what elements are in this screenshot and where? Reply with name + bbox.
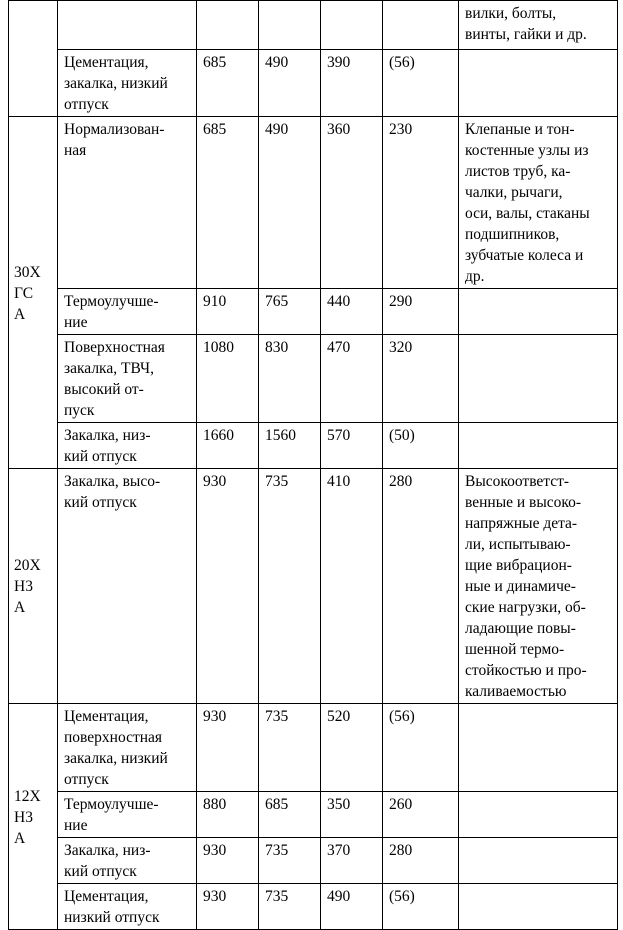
value-cell: (50): [383, 423, 459, 469]
grade-cell: [9, 1, 58, 117]
application-cell: [459, 884, 618, 930]
table-row: [9, 704, 618, 792]
value-cell: 880: [197, 792, 259, 838]
value-cell: 260: [383, 792, 459, 838]
grade-cell: 20Х Н3 А: [9, 469, 58, 704]
value-cell: 370: [321, 838, 383, 884]
value-cell: 930: [197, 704, 259, 792]
value-cell: 280: [383, 469, 459, 704]
value-cell: 320: [383, 335, 459, 423]
value-cell: 930: [197, 838, 259, 884]
value-cell: 350: [321, 792, 383, 838]
grade-cell: 30Х ГС А: [9, 117, 58, 469]
treatment-cell: Закалка, низ- кий отпуск: [58, 423, 197, 469]
treatment-cell: Термоулучше- ние: [58, 289, 197, 335]
application-cell: [459, 704, 618, 792]
application-cell: [459, 289, 618, 335]
table-row: [9, 838, 618, 884]
treatment-cell: Поверхностная закалка, ТВЧ, высокий от- пуск: [58, 335, 197, 423]
table-row: [9, 50, 618, 117]
value-cell: 290: [383, 289, 459, 335]
table-row: [9, 335, 618, 423]
value-cell: 930: [197, 884, 259, 930]
application-cell: Высокоответст- венные и высоко- напряжные дета- ли, испытываю- щие вибрацион- ные и динамиче- ские нагрузки, об- ладающие повы- шенной термо- стойкостью и про- каливаемостью: [459, 469, 618, 704]
value-cell: 360: [321, 117, 383, 289]
value-cell: 230: [383, 117, 459, 289]
value-cell: 410: [321, 469, 383, 704]
treatment-cell: Нормализован- ная: [58, 117, 197, 289]
value-cell: 1080: [197, 335, 259, 423]
value-cell: (56): [383, 884, 459, 930]
treatment-cell: Цементация, поверхностная закалка, низкий отпуск: [58, 704, 197, 792]
value-cell: 735: [259, 884, 321, 930]
value-cell: 1560: [259, 423, 321, 469]
treatment-cell: Цементация, закалка, низкий отпуск: [58, 50, 197, 117]
value-cell: 735: [259, 704, 321, 792]
value-cell: 685: [197, 117, 259, 289]
value-cell: 685: [197, 50, 259, 117]
grade-cell: 12Х Н3 А: [9, 704, 58, 930]
value-cell: 470: [321, 335, 383, 423]
value-cell: 830: [259, 335, 321, 423]
table-row: [9, 1, 618, 50]
value-cell: 765: [259, 289, 321, 335]
value-cell: 440: [321, 289, 383, 335]
value-cell: 520: [321, 704, 383, 792]
application-cell: Клепаные и тон- костенные узлы из листов труб, ка- чалки, рычаги, оси, валы, стаканы подшипников, зубчатые колеса и др.: [459, 117, 618, 289]
table-row: [9, 423, 618, 469]
value-cell: 685: [259, 792, 321, 838]
table-row: [9, 469, 618, 704]
value-cell: 490: [259, 117, 321, 289]
steel-properties-table: [8, 0, 618, 930]
application-cell: [459, 50, 618, 117]
application-cell: [459, 792, 618, 838]
value-cell: (56): [383, 704, 459, 792]
application-cell: вилки, болты, винты, гайки и др.: [459, 1, 618, 50]
value-cell: 910: [197, 289, 259, 335]
table-row: [9, 289, 618, 335]
table-row: [9, 884, 618, 930]
value-cell: 735: [259, 838, 321, 884]
value-cell: 570: [321, 423, 383, 469]
value-cell: (56): [383, 50, 459, 117]
treatment-cell: [58, 1, 197, 50]
application-cell: [459, 335, 618, 423]
value-cell: 280: [383, 838, 459, 884]
application-cell: [459, 838, 618, 884]
treatment-cell: Цементация, низкий отпуск: [58, 884, 197, 930]
value-cell: 930: [197, 469, 259, 704]
treatment-cell: Закалка, низ- кий отпуск: [58, 838, 197, 884]
value-cell: 490: [259, 50, 321, 117]
value-cell: 490: [321, 884, 383, 930]
value-cell: 735: [259, 469, 321, 704]
treatment-cell: Термоулучше- ние: [58, 792, 197, 838]
table-row: [9, 117, 618, 289]
value-cell: 390: [321, 50, 383, 117]
treatment-cell: Закалка, высо- кий отпуск: [58, 469, 197, 704]
value-cell: 1660: [197, 423, 259, 469]
table-row: [9, 792, 618, 838]
application-cell: [459, 423, 618, 469]
